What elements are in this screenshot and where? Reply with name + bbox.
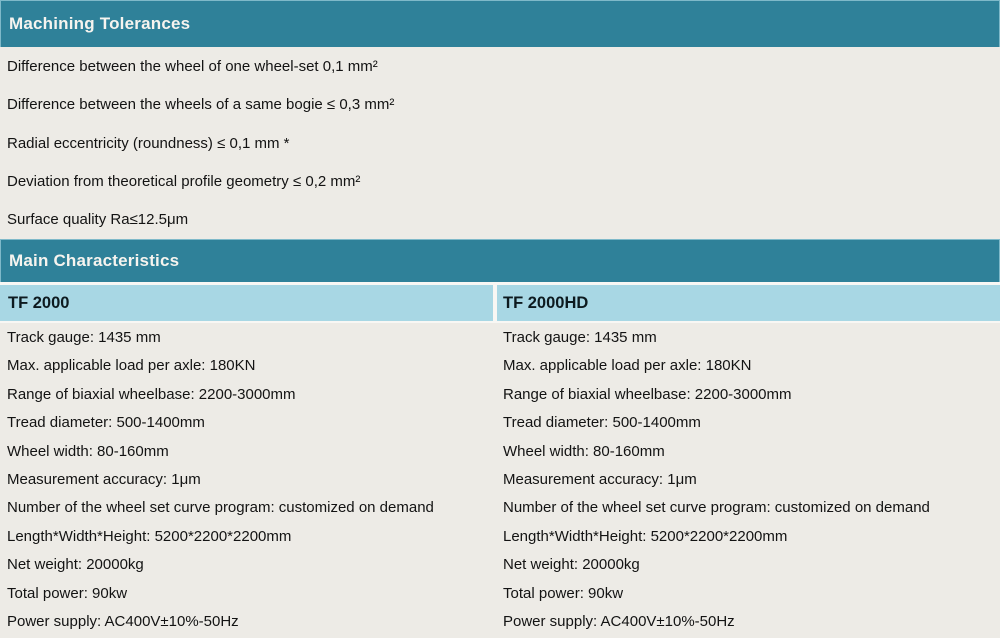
spec-column-tf2000 [0, 323, 497, 636]
spec-text: Tread diameter: 500-1400mm [7, 414, 205, 432]
spec-row [0, 380, 497, 408]
spec-columns [0, 323, 1000, 638]
spec-text: Net weight: 20000kg [503, 556, 640, 574]
tolerances-title: Machining Tolerances [9, 14, 191, 33]
tolerances-list [0, 47, 1000, 239]
spec-text: Total power: 90kw [503, 584, 624, 602]
spec-row [0, 494, 497, 522]
spec-row [0, 551, 497, 579]
model-header-row [0, 285, 1000, 321]
spec-row [497, 522, 1000, 550]
tolerances-section-header [0, 0, 1000, 47]
spec-text: Length*Width*Height: 5200*2200*2200mm [503, 527, 788, 545]
spec-text: Total power: 90kw [7, 584, 128, 602]
tolerance-row [0, 85, 1000, 123]
spec-row [497, 323, 1000, 351]
spec-text: Tread diameter: 500-1400mm [503, 414, 701, 432]
spec-text: Track gauge: 1435 mm [7, 328, 161, 346]
spec-row [497, 437, 1000, 465]
spec-text: Power supply: AC400V±10%-50Hz [7, 613, 239, 631]
tolerance-row [0, 162, 1000, 200]
spec-row [0, 437, 497, 465]
spec-row [497, 579, 1000, 607]
spec-row [0, 465, 497, 493]
tolerance-text: Surface quality Ra≤12.5μm [7, 211, 189, 229]
spec-row [497, 494, 1000, 522]
spec-row [497, 608, 1000, 636]
spec-text: Track gauge: 1435 mm [503, 328, 657, 346]
spec-row [0, 522, 497, 550]
spec-text: Number of the wheel set curve program: customized on demand [7, 499, 434, 517]
tolerance-text: Difference between the wheels of a same bogie ≤ 0,3 mm² [7, 96, 395, 114]
spec-text: Net weight: 20000kg [7, 556, 144, 574]
characteristics-section-header [0, 239, 1000, 282]
spec-text: Max. applicable load per axle: 180KN [7, 357, 256, 375]
tolerance-text: Deviation from theoretical profile geometry ≤ 0,2 mm² [7, 172, 361, 190]
spec-column-tf2000hd [497, 323, 1000, 636]
spec-text: Range of biaxial wheelbase: 2200-3000mm [7, 385, 296, 403]
model-header-tf2000hd [497, 285, 1000, 321]
tolerance-text: Radial eccentricity (roundness) ≤ 0,1 mm * [7, 134, 290, 152]
spec-text: Number of the wheel set curve program: customized on demand [503, 499, 930, 517]
spec-row [497, 465, 1000, 493]
spec-row [0, 579, 497, 607]
spec-text: Power supply: AC400V±10%-50Hz [503, 613, 735, 631]
spec-row [0, 608, 497, 636]
spec-row [497, 351, 1000, 379]
spec-text: Range of biaxial wheelbase: 2200-3000mm [503, 385, 792, 403]
tolerance-row [0, 201, 1000, 239]
spec-row [497, 380, 1000, 408]
spec-text: Wheel width: 80-160mm [7, 442, 169, 460]
spec-text: Wheel width: 80-160mm [503, 442, 665, 460]
spec-row [0, 408, 497, 436]
spec-text: Measurement accuracy: 1μm [7, 470, 201, 488]
model-name: TF 2000HD [503, 293, 589, 312]
tolerance-text: Difference between the wheel of one wheel-set 0,1 mm² [7, 57, 378, 75]
characteristics-title: Main Characteristics [9, 251, 180, 270]
spec-row [497, 408, 1000, 436]
spec-row [0, 323, 497, 351]
model-header-tf2000 [0, 285, 493, 321]
spec-row [0, 351, 497, 379]
spec-text: Max. applicable load per axle: 180KN [503, 357, 752, 375]
tolerance-row [0, 47, 1000, 85]
spec-row [497, 551, 1000, 579]
model-name: TF 2000 [8, 293, 70, 312]
spec-text: Length*Width*Height: 5200*2200*2200mm [7, 527, 292, 545]
spec-text: Measurement accuracy: 1μm [503, 470, 697, 488]
tolerance-row [0, 124, 1000, 162]
